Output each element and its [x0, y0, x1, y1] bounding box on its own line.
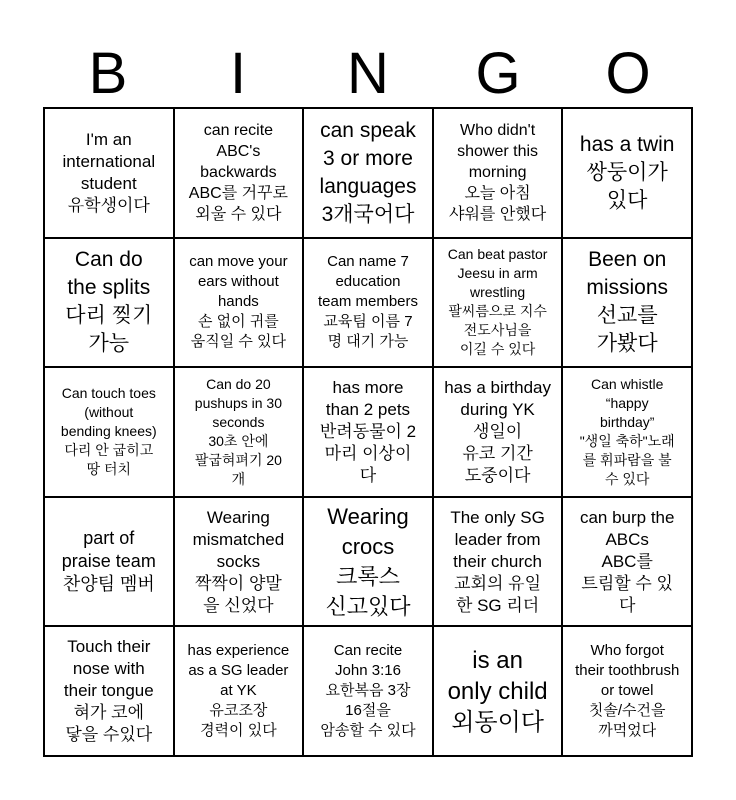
- bingo-cell[interactable]: [303, 108, 433, 238]
- title-letter-b: B: [88, 41, 128, 106]
- bingo-cell-text: Can recite John 3:16 요한복음 3장 16절을 암송할 수 있다: [320, 642, 416, 740]
- bingo-cell[interactable]: [44, 497, 174, 627]
- bingo-cell-text: has a birthday during YK 생일이 유코 기간 도중이다: [444, 377, 551, 485]
- bingo-cell[interactable]: [433, 108, 563, 238]
- bingo-cell[interactable]: [433, 497, 563, 627]
- bingo-cell[interactable]: [174, 238, 304, 368]
- bingo-cell[interactable]: [174, 497, 304, 627]
- bingo-cell-text: has more than 2 pets 반려동물이 2 마리 이상이 다: [319, 377, 417, 485]
- bingo-cell-text: Can name 7 education team members 교육팀 이름 7 명 대기 가능: [317, 253, 418, 351]
- bingo-cell-text: has experience as a SG leader at YK 유코조장 경력이 있다: [187, 642, 290, 740]
- bingo-cell-text: part of praise team 찬양팀 멤버: [61, 528, 156, 595]
- bingo-cell-text: Can beat pastor Jeesu in arm wrestling 팔씨름으로 지수 전도사님을 이길 수 있다: [447, 246, 548, 358]
- bingo-cell[interactable]: [562, 497, 692, 627]
- bingo-cell-text: Can whistle “happy birthday” "생일 축하"노래 를 휘파람을 불 수 있다: [579, 375, 675, 487]
- bingo-cell-text: The only SG leader from their church 교회의 유일 한 SG 리더: [450, 507, 545, 615]
- bingo-cell-text: Who didn't shower this morning 오늘 아침 샤워를 안했다: [449, 122, 547, 224]
- bingo-cell-text: Can touch toes (without bending knees) 다리 안 굽히고 땅 터치: [60, 385, 157, 478]
- bingo-cell[interactable]: [562, 238, 692, 368]
- bingo-cell-text: has a twin 쌍둥이가 있다: [579, 132, 675, 212]
- bingo-cell[interactable]: [303, 367, 433, 497]
- bingo-cell[interactable]: [303, 626, 433, 756]
- bingo-cell-text: Who forgot their toothbrush or towel 칫솔/수건을 까먹었다: [575, 642, 680, 740]
- bingo-cell[interactable]: [174, 626, 304, 756]
- title-letter-o: O: [605, 41, 651, 106]
- bingo-cell-text: Can do the splits 다리 찢기 가능: [65, 248, 153, 356]
- bingo-cell[interactable]: [433, 626, 563, 756]
- bingo-cell[interactable]: [174, 108, 304, 238]
- bingo-cell-text: Touch their nose with their tongue 혀가 코에 닿을 수있다: [63, 637, 154, 745]
- bingo-cell[interactable]: [44, 238, 174, 368]
- bingo-cell-text: Been on missions 선교를 가봤다: [586, 248, 669, 356]
- bingo-cell[interactable]: [174, 367, 304, 497]
- bingo-cell[interactable]: [303, 497, 433, 627]
- bingo-cell-text: can move your ears without hands 손 없이 귀를 움직일 수 있다: [189, 253, 288, 351]
- bingo-cell[interactable]: [562, 626, 692, 756]
- bingo-cell[interactable]: [562, 367, 692, 497]
- bingo-board: [43, 107, 693, 757]
- bingo-cell[interactable]: [433, 238, 563, 368]
- bingo-cell-text: is an only child 외동이다: [447, 646, 548, 736]
- bingo-cell-text: can speak 3 or more languages 3개국어다: [319, 118, 417, 226]
- title-letter-n: N: [347, 41, 389, 106]
- bingo-cell-text: Can do 20 pushups in 30 seconds 30초 안에 팔굽혀펴기 20 개: [194, 375, 282, 487]
- title-letter-i: I: [229, 41, 247, 106]
- bingo-cell-text: I'm an international student 유학생이다: [62, 129, 156, 215]
- bingo-cell-text: can burp the ABCs ABC를 트림할 수 있 다: [579, 507, 675, 615]
- title-letter-g: G: [475, 41, 521, 106]
- bingo-cell-text: Wearing mismatched socks 짝짝이 양말 을 신었다: [192, 507, 285, 615]
- bingo-cell[interactable]: [44, 626, 174, 756]
- bingo-cell[interactable]: [44, 108, 174, 238]
- bingo-cell[interactable]: [303, 238, 433, 368]
- bingo-cell[interactable]: [44, 367, 174, 497]
- bingo-cell-text: can recite ABC's backwards ABC를 거꾸로 외울 수 있다: [188, 122, 288, 224]
- bingo-title: [43, 41, 693, 106]
- bingo-cell[interactable]: [562, 108, 692, 238]
- bingo-cell[interactable]: [433, 367, 563, 497]
- bingo-cell-text: Wearing crocs 크록스 신고있다: [325, 503, 411, 619]
